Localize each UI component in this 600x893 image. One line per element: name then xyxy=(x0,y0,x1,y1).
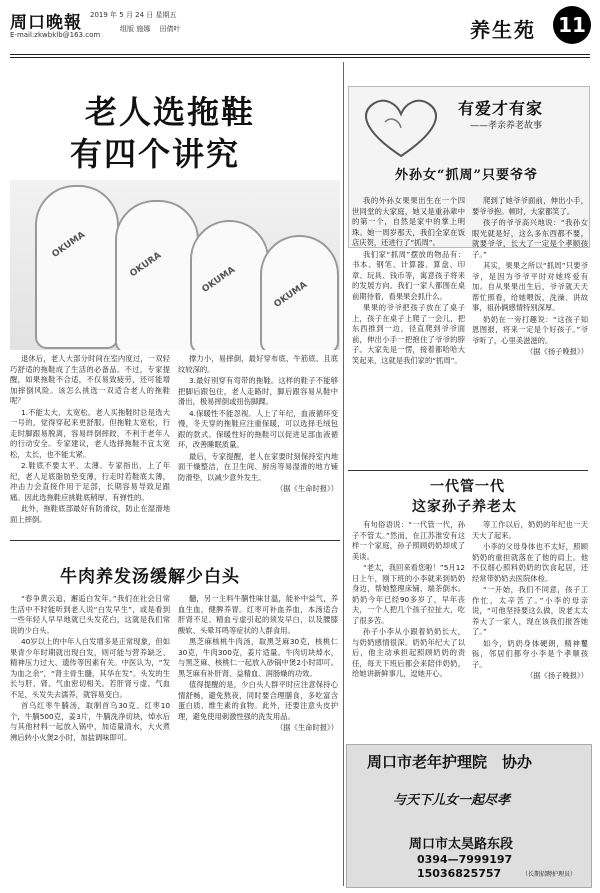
paragraph: 黑芝麻核桃牛肉汤，取黑芝麻30克，核桃仁30克，牛肉300克，姜片适量。牛肉切块焯水，与黑芝麻、核桃仁一起放入砂锅中煲2小时即可。黑芝麻有补肝肾、益精血、润肠燥的功效。 xyxy=(178,637,338,678)
issue-date: 2019 年 5 月 24 日 星期五 xyxy=(90,11,177,19)
paragraph: 等工作以后，奶奶的年纪也一天天大了起来。 xyxy=(472,520,588,540)
story2-title-line2: 这家孙子养老太 xyxy=(412,499,517,515)
ad-address: 周口市太昊路东段 xyxy=(409,837,514,852)
paragraph: 3.最好别穿有弯带的拖鞋。这样的鞋子不能够把脚后跟包住，老人走路时，脚后跟容易从鞋中滑出，极易摔倒或扭伤脚踝。 xyxy=(178,376,338,406)
article1-title-line1: 老人选拖鞋 xyxy=(85,93,256,131)
article2-source: （据《生命时报》） xyxy=(275,723,338,732)
paragraph: 我的外孙女果果出生在一个四世同堂的大家庭，她又是重孙辈中的第一个，自然是家中的掌上明珠。她一周岁那天，我们全家在饭店庆贺，还进行了“抓周”。 xyxy=(352,196,465,247)
paragraph: “春争黄云追，邂逅白发年。”我们在社会日常生活中不时能听到老人说“白发早生”，或是看到一些年轻人早早地就已头发花白，这就是我们常说的少白头。 xyxy=(10,594,170,635)
paragraph: 小李的父母身体也不太好，照顾奶奶的重担就落在了他的肩上。他不仅细心照料奶奶的饮食起居，还经常带奶奶去医院体检。 xyxy=(472,542,588,583)
section-divider xyxy=(10,540,340,541)
story2-column-2 xyxy=(472,520,588,740)
paragraph: 最后，专家提醒，老人在家要时刻保持室内地面干燥整洁，在卫生间、厨房等易湿滑的地方铺防滑垫，以减少意外发生。 xyxy=(178,451,338,482)
paragraph: “老太，我回来看您啦！”5月12日上午，刚下班的小李就来到奶奶身边，帮她整理床铺、端茶倒水。奶奶今年已经90多岁了，早年丧夫，一个人把几个孩子拉扯大，吃了很多苦。 xyxy=(352,563,465,625)
paragraph: 其实，果果之所以“抓周”只要爷爷，是因为爷爷平时对她疼爱有加。自从果果出生后，爷爷就天天帮忙照看，给她喂饭、洗澡、讲故事，祖孙俩感情特别深厚。 xyxy=(472,261,588,312)
editors: 组版 施娜 田倩叶 xyxy=(120,25,181,33)
article2-column-2 xyxy=(178,594,338,886)
paragraph: “一开始，我们不同意，孩子工作忙，太辛苦了。”小李的母亲说，“可他坚持要这么做，说老太太养大了一家人，现在该我们报答她了。” xyxy=(472,585,588,636)
article1-column-2 xyxy=(178,354,338,534)
ad-phone-2: 15036825757 xyxy=(417,867,502,880)
slipper-brand-label: OKUMA xyxy=(200,265,238,295)
article1-column-1 xyxy=(10,354,170,534)
slipper-brand-label: OKUMA xyxy=(50,230,88,260)
paragraph: 首乌红枣牛腩汤，取制首乌30克、红枣10个，牛腩500克，姜3片，牛腩洗净切块，焯水后与其他材料一起放入锅中，加适量清水，大火煮沸后转小火煲2小时，加盐调味即可。 xyxy=(10,701,170,742)
slipper-brand-label: OKUMA xyxy=(272,280,310,310)
section-divider xyxy=(348,470,588,471)
sponsor-ad xyxy=(346,744,592,888)
article2-title: 牛肉养发汤缓解少白头 xyxy=(60,567,240,587)
masthead-rule-2 xyxy=(10,57,590,58)
slippers-photo xyxy=(10,180,340,350)
article1-title-line2: 有四个讲究 xyxy=(70,135,241,173)
paragraph: 爬到了她爷爷面前，伸出小手，要爷爷抱。顿时，大家都笑了。 xyxy=(472,196,588,216)
masthead-email: E-mail:zkwbklb@163.com xyxy=(10,31,101,39)
paragraph: 我们家“抓周”摆放的物品有：书本、钢笔、计算器、算盘、印章、玩具、钱币等，寓意孩子将来的发展方向。我们一家人都围在桌前期待着，看果果会抓什么。 xyxy=(352,249,465,301)
paragraph: 值得提醒的是，少白头人群平时应注意保持心情舒畅，避免熬夜，同时要合理膳食，多吃富含蛋白质、维生素的食物。此外，还要注意头皮护理，避免使用刺激性强的洗发用品。 xyxy=(178,680,338,721)
slipper-brand-label: OKURA xyxy=(128,250,164,280)
page-number: 11 xyxy=(553,6,591,44)
ad-title: 周口市老年护理院 协办 xyxy=(367,753,533,771)
slipper-shape xyxy=(35,185,119,349)
paragraph: 髓，另一主料牛腩性味甘温，能补中益气，养血生血，健脾养胃。红枣可补血养血，本汤适合肝肾不足、精血亏虚引起的须发早白，以及腰膝酸软、头晕耳鸣等症状的人群食用。 xyxy=(178,594,338,635)
feature-box-title: 有爱才有家 xyxy=(458,99,544,118)
story1-source: （据《扬子晚报》） xyxy=(525,347,588,356)
section-title: 养生苑 xyxy=(470,18,536,42)
masthead xyxy=(0,0,600,78)
paragraph: 孙子小李从小跟着奶奶长大，与奶奶感情很深。奶奶年纪大了以后，他主动承担起照顾奶奶的责任，每天下班后都会来陪伴奶奶，给她讲新鲜事儿，逗她开心。 xyxy=(352,627,465,678)
story1-title: 外孙女“抓周”只要爷爷 xyxy=(395,168,538,183)
paragraph: 如今，奶奶身体硬朗，精神矍铄，邻居们都夸小李是个孝顺孩子。 xyxy=(472,638,588,669)
masthead-rule xyxy=(10,54,590,55)
paragraph: 孩子的爷爷高兴地说：“我孙女眼光就是好，这么多东西都不要，就要爷爷，长大了一定是个孝顺孩子。” xyxy=(472,218,588,259)
paragraph: 退休后，老人大部分时间在室内度过，一双轻巧舒适的拖鞋成了生活的必备品。不过，专家提醒，如果拖鞋不合适，不仅易致疲劳，还可能增加摔倒风险。该怎么挑选一双适合老人的拖鞋呢？ xyxy=(10,354,170,405)
paragraph: 40岁以上的中年人白发增多是正常现象，但如果青少年时期就出现白发，则可能与营养缺乏、精神压力过大、遗传等因素有关。中医认为，“发为血之余”，“肾主骨生髓，其华在发”。头发的生长与肝、肾、气血密切相关。若肝肾亏虚、气血不足，头发失去濡养，就容易变白。 xyxy=(10,637,170,699)
paragraph: 1.不能太大、太宽松。老人买拖鞋时总是选大一号的，觉得穿起来更舒服。但拖鞋太宽松，行走时脚跟易脱离，容易绊倒摔跤，不利于老年人的行动安全。专家建议，老人选择拖鞋不宜太宽松，太长，也不能太紧。 xyxy=(10,407,170,459)
paragraph: 撑力小，易摔倒，最好穿布底、牛筋底、且底纹较深的。 xyxy=(178,354,338,374)
heart-illustration xyxy=(355,92,447,162)
column-divider xyxy=(343,62,344,886)
feature-box-subtitle: ——孝亲养老故事 xyxy=(470,121,543,131)
newspaper-logo: 周口晚報 xyxy=(10,13,82,33)
paragraph: 此外，拖鞋底部最好有防滑纹，防止在湿滑地面上摔倒。 xyxy=(10,504,170,524)
paragraph: 果果的爷爷把孩子放在了桌子上，孩子在桌子上爬了一会儿，把东西推到一边，径直爬到爷爷面前，伸出小手一把抱住了爷爷的脖子。大家先是一愣，接着都哈哈大笑起来，这就是我们家的“抓周”。 xyxy=(352,303,465,365)
ad-note: （长期招聘护理员） xyxy=(522,871,577,878)
ad-phone-1: 0394—7999197 xyxy=(417,853,513,866)
article1-source: （据《生命时报》） xyxy=(275,484,338,493)
story2-source: （据《扬子晚报》） xyxy=(525,671,588,680)
paragraph: 有句俗语说：“一代管一代，孙子不管太。”然而，在江苏淮安有这样一个家庭，孙子照顾奶奶却成了美谈。 xyxy=(352,520,465,561)
paragraph: 2.鞋底不要太平、太薄。专家指出，上了年纪，老人足底脂肪垫变薄，行走时若鞋底太薄，冲击力会直接作用于足部，长期容易导致足跟痛。因此选拖鞋应挑鞋底稍厚、有弹性的。 xyxy=(10,461,170,502)
slipper-shape xyxy=(115,200,199,350)
story1-column-1 xyxy=(352,196,465,466)
paragraph: 奶奶在一旁打趣说：“这孩子知恩图报，将来一定是个好孩子。”爷爷听了，心里美滋滋的。 xyxy=(472,314,588,345)
story2-column-1 xyxy=(352,520,465,740)
paragraph: 4.保暖性不能忽视。人上了年纪，血液循环变慢，冬天穿的拖鞋应注重保暖，可以选择毛绒包跟的款式。保暖性好的拖鞋可以促进足部血液循环，改善睡眠质量。 xyxy=(178,408,338,449)
ad-slogan: 与天下儿女一起尽孝 xyxy=(393,793,511,808)
story2-title-line1: 一代管一代 xyxy=(430,479,505,495)
story1-column-2 xyxy=(472,196,588,466)
article2-column-1 xyxy=(10,594,170,886)
